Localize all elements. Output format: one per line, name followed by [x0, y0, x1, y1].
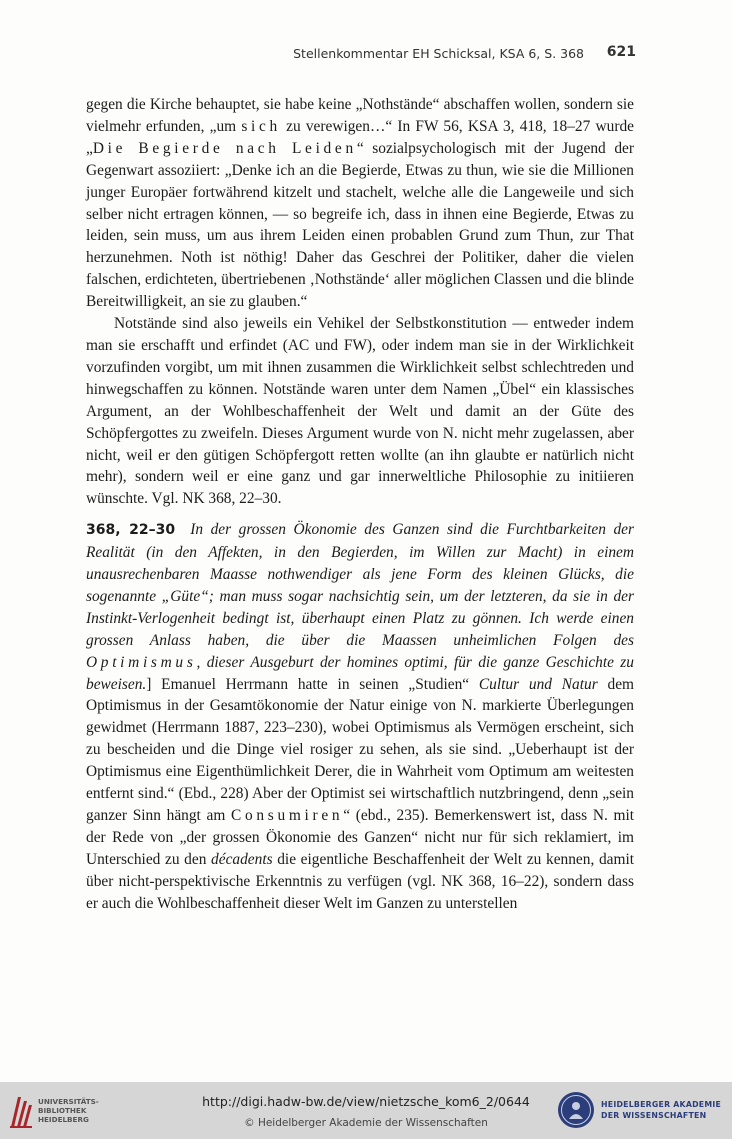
- hadw-line: HEIDELBERGER AKADEMIE: [601, 1100, 722, 1109]
- book-title: Cultur und Natur: [478, 675, 598, 693]
- text-run: “ (ebd., 235). Bemerkenswert ist, dass N. mit der Rede von „der grossen Ökonomie des Ganzen“ nicht nur für sich reklamiert, im Unterschied zu den: [86, 807, 635, 868]
- text-run: In der grossen Ökonomie des Ganzen sind die Furchtbarkeiten der Realität (in den Affekten, in den Begierden, im Willen zur Macht) in einem unausrechenbaren Maasse nothwendiger als jene Form des kleinen Glücks, die sogenannte „Güte“; man muss sogar nachsichtig sein, um der letzteren, da sie in der Instinkt-Verlogenheit bedingt ist, überhaupt einen Platz zu gönnen. Ich werde einen grossen Anlass haben, die über die Maassen unheimlichen Folgen des: [86, 521, 635, 649]
- spaced-emphasis: Optimismus: [86, 653, 197, 671]
- text-run: “ sozialpsychologisch mit der Jugend der Gegenwart assoziiert: „Denke ich an die Begierde, Etwas zu thun, wie sie die Millionen junger Europäer fortwährend kitzelt und stachelt, welche alle die Langeweile und sich selber nicht ertragen können, — so begreife ich, dass in ihnen eine Begierde, Etwas zu leiden, sein muss, um aus ihrem Leiden einen probablen Grund zum Thun, zur That herzunehmen. Noth ist nöthig! Daher das Geschrei der Politiker, daher die vielen falschen, erdichteten, übertriebenen ‚Nothstände‘ aller möglichen Classen und die blinde Bereitwilligkeit, an sie zu glauben.“: [86, 139, 634, 311]
- text-run: dem Optimismus in der Gesamtökonomie der Natur einige von N. markierte Überlegungen gewidmet (Herrmann 1887, 223–230), wobei Optimismus als Vermögen erscheint, sich zu bescheiden und die Dinge viel rosiger zu sehen, als sie sind. „Ueberhaupt ist der Optimismus eine Eigenthümlichkeit Derer, die in Wahrheit vom Optimum am weitesten entfernt sind.“ (Ebd., 228) Aber der Optimist sei wirtschaftlich nutzbringend, denn „sein ganzer Sinn hängt am: [86, 675, 634, 824]
- viewer-footer: [0, 1082, 732, 1139]
- text-run: die eigentliche Beschaffenheit der Welt zu kennen, damit über nicht-perspektivische Erkenntnis zu verfügen (vgl. NK 368, 16–22), sondern dass er auch die Wohlbeschaffenheit dieser Welt im Ganzen zu unterstellen: [86, 850, 634, 912]
- academy-seal-icon: [556, 1090, 596, 1130]
- spaced-emphasis: sich: [241, 117, 281, 135]
- commentary-text: [86, 94, 634, 915]
- italic-term: décadents: [211, 850, 273, 868]
- paragraph-continued: [86, 94, 634, 313]
- hadw-logo[interactable]: [556, 1088, 724, 1134]
- paragraph: Notstände sind also jeweils ein Vehikel der Selbstkonstitution — entweder indem man sie erschafft und erfindet (AC und FW), oder indem man sie in der Wirklichkeit vorzufinden vorgibt, um mit ihnen zusammen die Wirklichkeit selbst schlechtreden und hinwegschaffen zu können. Notstände waren unter dem Namen „Übel“ ein klassisches Argument, an der Wohlbeschaffenheit der Welt und damit an der Güte des Schöpfergottes zu zweifeln. Dieses Argument wurde von N. nicht mehr zugelassen, aber nicht, weil er den gütigen Schöpfergott retten wollte (an ihn glaubte er natürlich nicht mehr), sondern weil er eine ganz und gar innerweltliche Philosophie zu initiieren wünschte. Vgl. NK 368, 22–30.: [86, 315, 634, 508]
- ub-line: HEIDELBERG: [38, 1115, 89, 1124]
- line-reference: 368, 22–30: [86, 522, 176, 539]
- lemma-quote: [86, 521, 634, 692]
- running-title: Stellenkommentar EH Schicksal, KSA 6, S. 368: [293, 46, 584, 61]
- spaced-emphasis: Consumiren: [231, 807, 344, 824]
- spaced-emphasis: Die Begierde nach Leiden: [92, 139, 357, 157]
- permalink-url[interactable]: http://digi.hadw-bw.de/view/nietzsche_kom6_2/0644: [202, 1094, 530, 1109]
- copyright-notice: © Heidelberger Akademie der Wissenschaften: [244, 1117, 488, 1129]
- hadw-logo-text: [601, 1100, 721, 1121]
- text-run: ] Emanuel Herrmann hatte in seinen „Studien“: [146, 675, 479, 693]
- text-run: , dieser Ausgeburt der homines optimi, für die ganze Geschichte zu beweisen.: [86, 653, 634, 693]
- page-number: 621: [606, 44, 636, 60]
- ub-line: UNIVERSITÄTS-: [38, 1097, 99, 1106]
- commentary-entry: [86, 519, 634, 914]
- ub-line: BIBLIOTHEK: [38, 1106, 87, 1115]
- text-run: gegen die Kirche behauptet, sie habe keine „Nothstände“ abschaffen wollen, sondern sie vielmehr erfunden, „um: [86, 96, 634, 135]
- page-header: [86, 44, 636, 66]
- hadw-line: DER WISSENSCHAFTEN: [601, 1110, 707, 1120]
- text-run: zu verewigen…“ In FW 56, KSA 3, 418, 18–27 wurde „: [86, 117, 634, 157]
